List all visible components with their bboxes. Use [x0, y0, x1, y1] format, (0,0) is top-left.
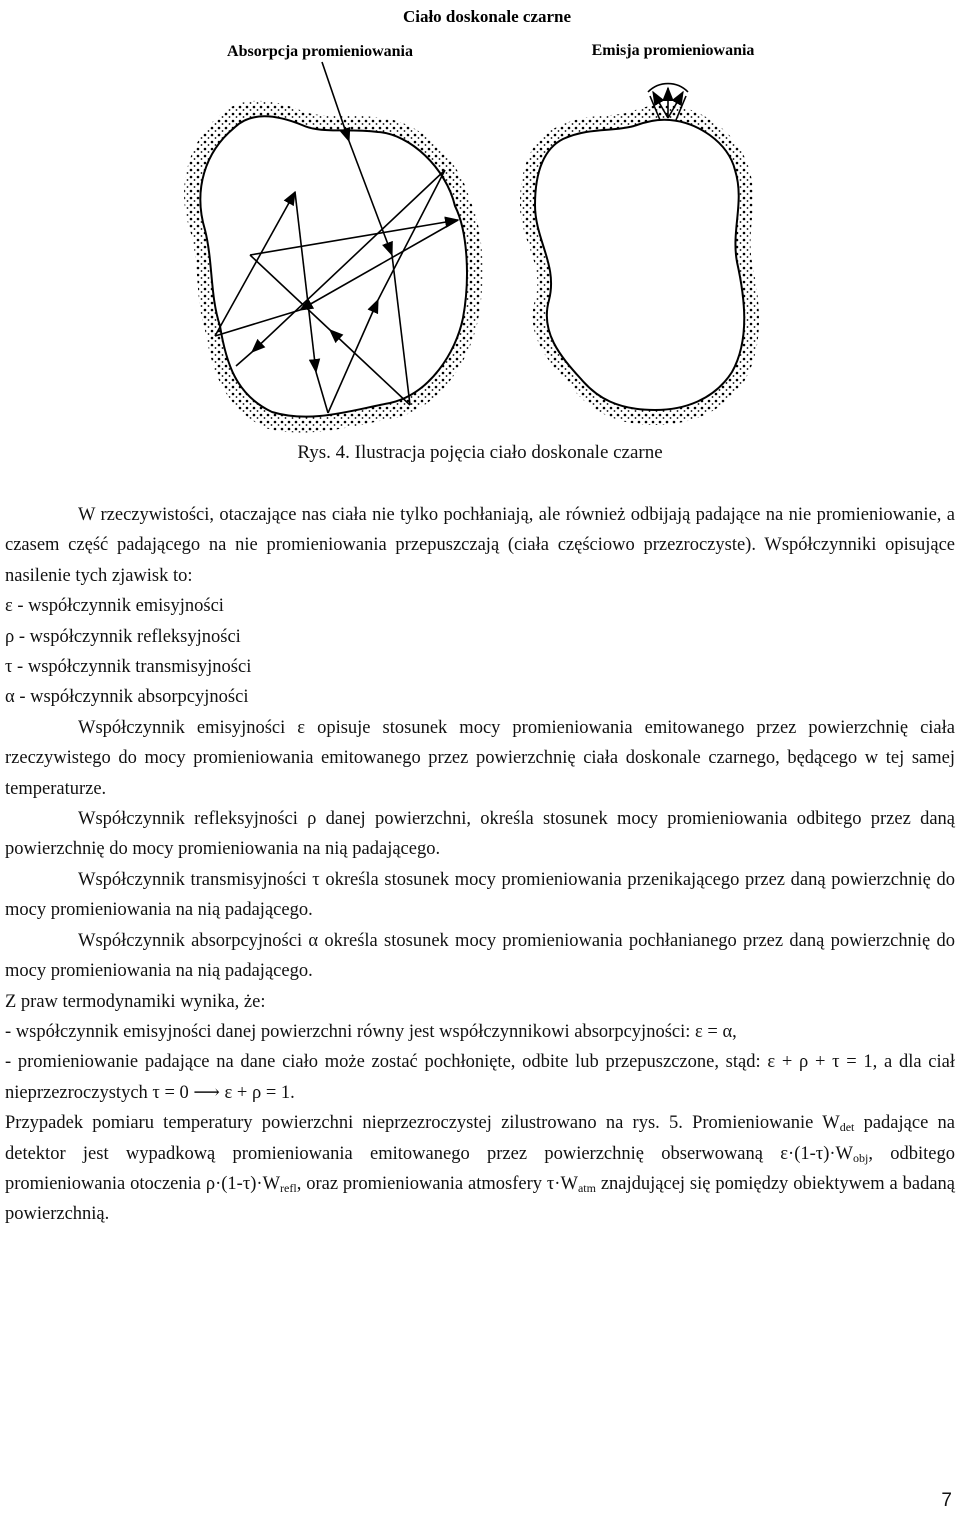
emitting-cavity [520, 84, 759, 425]
absorbing-cavity-dotted-shell [184, 101, 483, 433]
transmissivity-paragraph: Współczynnik transmisyjności τ określa stosunek mocy promieniowania przenikającego przez daną powierzchnię do mocy promieniowania na nią padającego. [5, 869, 955, 921]
absorbing-cavity [184, 62, 483, 433]
absorption-label: Absorpcja promieniowania [227, 43, 413, 60]
body-text [5, 500, 955, 1230]
reflectivity-paragraph: Współczynnik refleksyjności ρ danej powierzchni, określa stosunek mocy promieniowania odbitego przez daną powierzchnię do mocy promieniowania na nią padającego. [5, 809, 955, 860]
energy-balance: - promieniowanie padające na dane ciało może zostać pochłonięte, odbite lub przepuszczone, stąd: ε + ρ + τ = 1, a dla ciał nieprzezroczystych τ = 0 ⟶ ε + ρ = 1. [5, 1052, 955, 1103]
thermodynamics-intro: Z praw termodynamiki wynika, że: [5, 991, 266, 1012]
emitting-cavity-dotted-shell [520, 105, 759, 425]
list-item-reflectivity: ρ - współczynnik refleksyjności [5, 626, 241, 647]
subscript-det: det [839, 1120, 855, 1135]
emission-label: Emisja promieniowania [591, 42, 755, 59]
figure-caption: Rys. 4. Ilustracja pojęcia ciało doskonale czarne [297, 442, 663, 463]
measurement-paragraph: Przypadek pomiaru temperatury powierzchni nieprzezroczystej zilustrowano na rys. 5. Promieniowanie $W_{det}$ padające na detektor jest wypadkową promieniowania emitowanego przez powierzchnię obserwowaną $\varepsilon\cdot(1-\tau)\cdot W_{obj}$, odbitego promieniowania otoczenia $\rho\cdot(1-\tau)\cdot W_{refl}$, oraz promieniowania atmosfery $\tau\cdot W_{atm}$ znajdującej się pomiędzy obiektywem a badaną powierzchnią. [5, 1113, 956, 1225]
absorbing-cavity-wall [200, 116, 467, 416]
black-body-figure [0, 0, 960, 440]
subscript-refl: refl [280, 1180, 297, 1195]
page-number: 7 [941, 1490, 952, 1511]
absorptivity-paragraph: Współczynnik absorpcyjności α określa stosunek mocy promieniowania pochłanianego przez daną powierzchnię do mocy promieniowania na nią padającego. [5, 930, 955, 982]
list-item-absorptivity: α - współczynnik absorpcyjności [5, 687, 249, 708]
intro-paragraph: W rzeczywistości, otaczające nas ciała nie tylko pochłaniają, ale również odbijają padające na nie promieniowanie, a czasem część padającego na nie promieniowania przepuszczają (ciała częściowo przezroczyste). Współczynniki opisujące nasilenie tych zjawisk to: [5, 505, 955, 586]
emissivity-paragraph: Współczynnik emisyjności ε opisuje stosunek mocy promieniowania emitowanego przez powierzchnię ciała rzeczywistego do mocy promieniowania emitowanego przez powierzchnię ciała doskonale czarnego, będącego w tej samej temperaturze. [5, 717, 955, 799]
figure-title: Ciało doskonale czarne [402, 7, 572, 26]
subscript-atm: atm [577, 1180, 596, 1195]
subscript-obj: obj [853, 1150, 869, 1165]
kirchhoff-law: - współczynnik emisyjności danej powierzchni równy jest współczynnikowi absorpcyjności: ε = α, [5, 1021, 737, 1042]
list-item-transmissivity: τ - współczynnik transmisyjności [5, 657, 252, 678]
list-item-emissivity: ε - współczynnik emisyjności [5, 596, 224, 617]
